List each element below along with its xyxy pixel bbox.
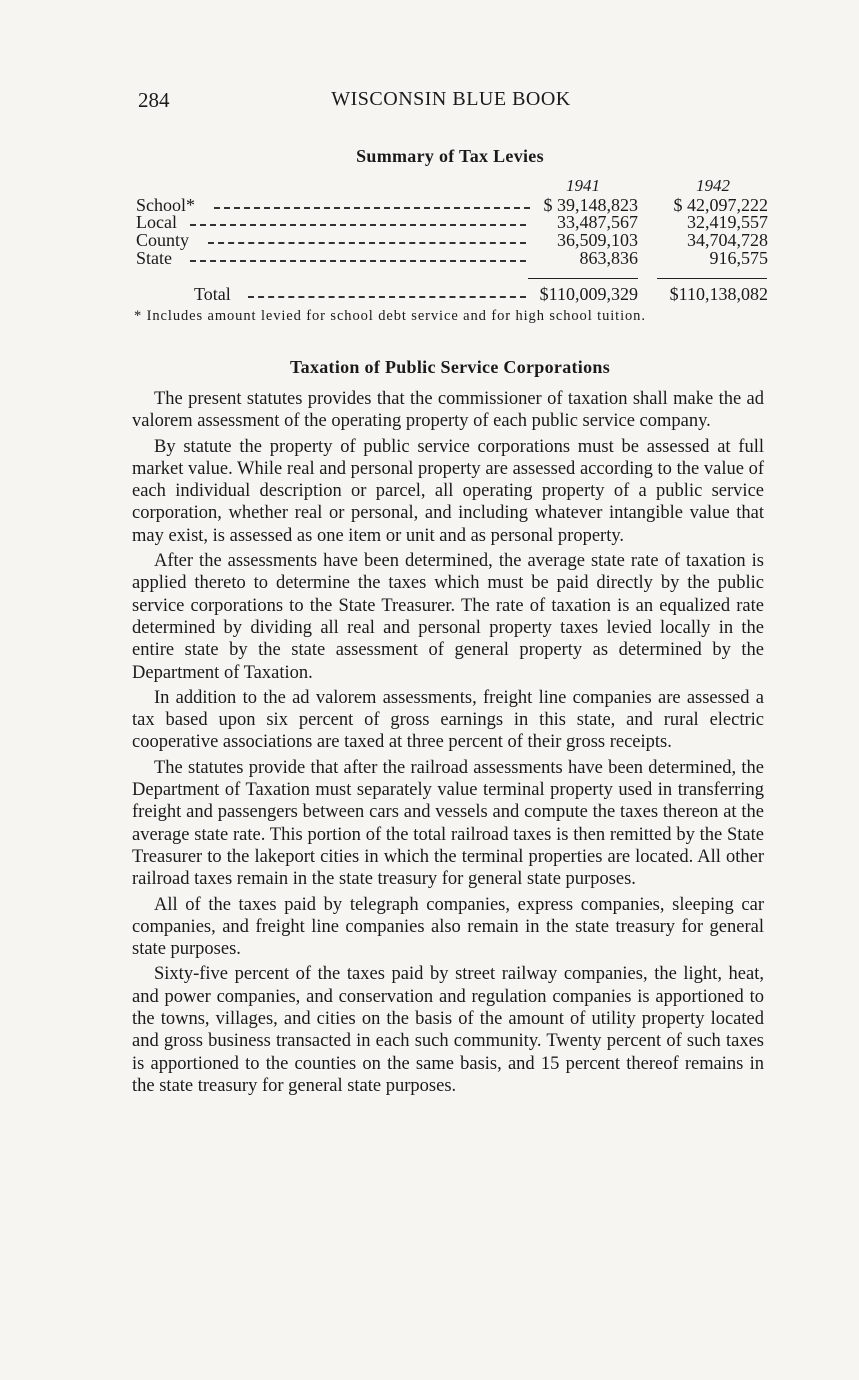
dot-leader	[190, 224, 526, 226]
value-1942: 34,704,728	[687, 230, 768, 250]
tax-row-state	[136, 249, 768, 267]
value-1941: 863,836	[579, 248, 638, 268]
section-title: Taxation of Public Service Corporations	[289, 357, 611, 377]
value-1941: $ 39,148,823	[543, 195, 638, 215]
page-number: 284	[138, 88, 170, 112]
dot-leader	[248, 296, 526, 298]
section-body	[132, 388, 764, 1100]
tax-row-school	[136, 196, 768, 214]
row-label: State	[136, 248, 172, 268]
tax-row-county	[136, 231, 768, 249]
tax-row-total	[136, 285, 768, 303]
paragraph: By statute the property of public service corporations must be assessed at full market value. While real and personal property are assessed according to the value of each individual description or parcel, all operating property of a public service corporation, whether real or personal, and including whatever intangible value that may exist, is assessed as one item or unit and as personal property.	[132, 436, 764, 546]
value-1942: $110,138,082	[669, 284, 768, 304]
value-1941: 33,487,567	[557, 212, 638, 232]
value-1942: $ 42,097,222	[673, 195, 768, 215]
paragraph: After the assessments have been determined, the average state rate of taxation is applied thereto to determine the taxes which must be paid directly by the public service corporations to the State Treasurer. The rate of taxation is an equalized rate determined by dividing all real and personal property taxes levied locally in the entire state by the state assessment of general property as determined by the Department of Taxation.	[132, 551, 764, 683]
running-title: WISCONSIN BLUE BOOK	[331, 88, 571, 110]
tax-table-title: Summary of Tax Levies	[356, 146, 544, 166]
value-1941: $110,009,329	[539, 284, 638, 304]
dot-leader	[214, 207, 530, 209]
row-label: County	[136, 230, 190, 250]
paragraph: In addition to the ad valorem assessments, freight line companies are assessed a tax based upon six percent of gross earnings in this state, and rural electric cooperative associations are taxed at three percent of their gross receipts.	[132, 687, 764, 753]
value-1941: 36,509,103	[557, 230, 638, 250]
year-header-1942: 1942	[696, 176, 730, 195]
row-label: Local	[136, 212, 177, 232]
dot-leader	[208, 242, 526, 244]
dot-leader	[190, 260, 526, 262]
tax-row-local	[136, 213, 768, 231]
value-1942: 916,575	[709, 248, 768, 268]
value-1942: 32,419,557	[687, 212, 768, 232]
paragraph: All of the taxes paid by telegraph companies, express companies, sleeping car companies, and freight line companies also remain in the state treasury for general state purposes.	[132, 894, 764, 960]
footnote: * Includes amount levied for school debt service and for high school tuition.	[134, 308, 646, 324]
paragraph: The statutes provide that after the railroad assessments have been determined, the Department of Taxation must separately value terminal property used in transferring freight and passengers between cars and vessels and compute the taxes thereon at the average state rate. This portion of the total railroad taxes is then remitted by the State Treasurer to the lakeport cities in which the terminal properties are located. All other railroad taxes remain in the state treasury for general state purposes.	[132, 757, 764, 890]
total-rule-1942	[657, 278, 767, 279]
page-header	[138, 88, 764, 118]
paragraph: The present statutes provides that the commissioner of taxation shall make the ad valorem assessment of the operating property of each public service company.	[132, 389, 764, 432]
row-label: School*	[136, 195, 196, 215]
paragraph: Sixty-five percent of the taxes paid by street railway companies, the light, heat, and power companies, and conservation and regulation companies is apportioned to the towns, villages, and cities on the basis of the amount of utility property located and gross business transacted in each such community. Twenty percent of such taxes is apportioned to the counties on the same basis, and 15 percent thereof remains in the state treasury for general state purposes.	[132, 964, 764, 1096]
total-rule-1941	[528, 278, 638, 279]
year-header-1941: 1941	[566, 176, 600, 195]
row-label: Total	[194, 284, 231, 304]
